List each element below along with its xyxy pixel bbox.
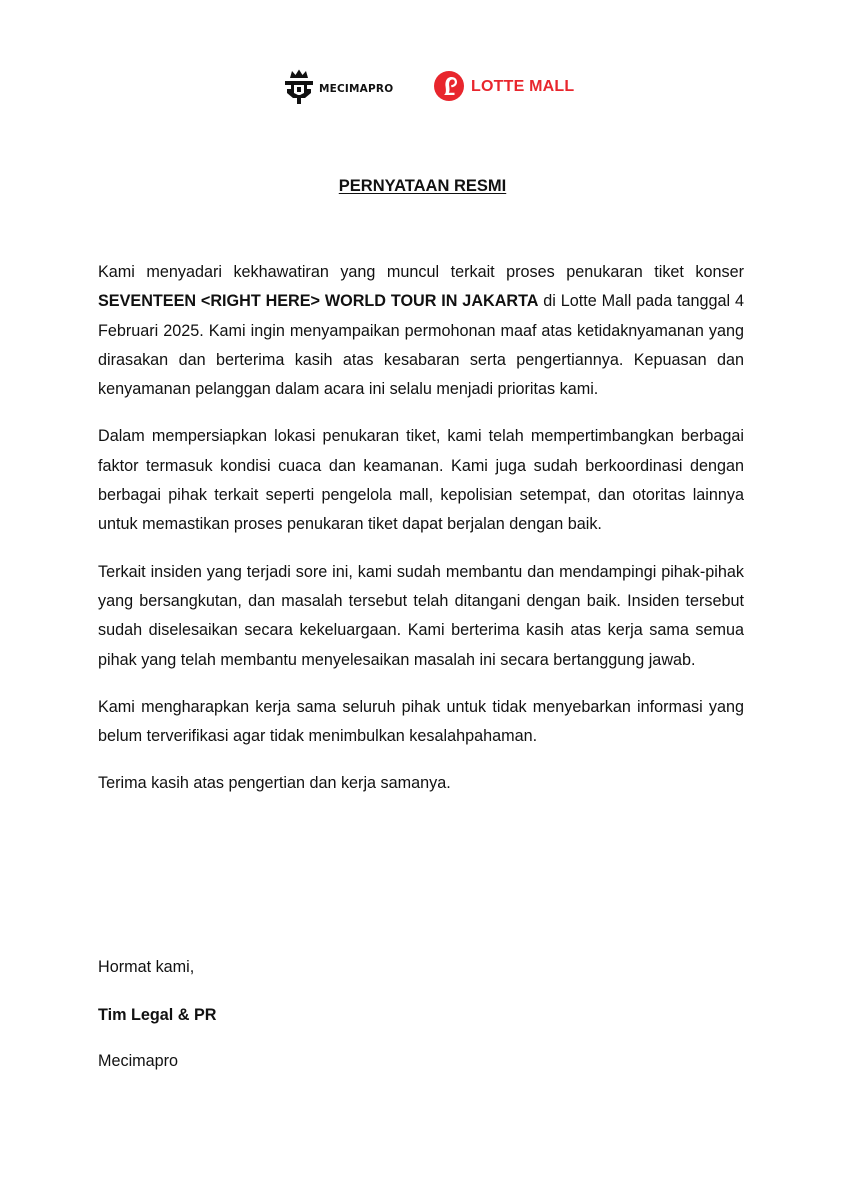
closing-salutation: Hormat kami, [98, 958, 195, 976]
concert-name: SEVENTEEN <RIGHT HERE> WORLD TOUR IN JAKARTA [98, 292, 539, 311]
paragraph-4: Kami mengharapkan kerja sama seluruh pihak untuk tidak menyebarkan informasi yang belum terverifikasi agar tidak menimbulkan kesalahpahaman. [98, 697, 744, 746]
header-logos [0, 66, 845, 106]
paragraph-1-intro: Kami menyadari kekhawatiran yang muncul terkait proses penukaran tiket konser [98, 263, 744, 281]
mecimapro-emblem-icon [281, 68, 317, 106]
lotte-mall-logo [433, 70, 583, 102]
mecimapro-wordmark: MECIMAPRO [319, 83, 394, 95]
document-title: PERNYATAAN RESMI [338, 177, 507, 195]
signatory-team: Tim Legal & PR [98, 1006, 217, 1024]
paragraph-2: Dalam mempersiapkan lokasi penukaran tiket, kami telah mempertimbangkan berbagai faktor termasuk kondisi cuaca dan keamanan. Kami juga sudah berkoordinasi dengan berbagai pihak terkait seperti pengelola mall, kepolisian setempat, dan otoritas lainnya untuk memastikan proses penukaran tiket dapat berjalan dengan baik. [98, 427, 744, 534]
statement-body [98, 258, 744, 817]
paragraph-1 [98, 258, 744, 404]
lotte-mall-wordmark: LOTTE MALL [471, 78, 575, 95]
mecimapro-logo [281, 68, 403, 106]
paragraph-5: Terima kasih atas pengertian dan kerja samanya. [98, 774, 451, 793]
signatory-company: Mecimapro [98, 1052, 179, 1070]
paragraph-3: Terkait insiden yang terjadi sore ini, kami sudah membantu dan mendampingi pihak-pihak yang bersangkutan, dan masalah tersebut telah ditangani dengan baik. Insiden tersebut sudah diselesaikan secara kekeluargaan. Kami berterima kasih atas kerja sama semua pihak yang telah membantu menyelesaikan masalah ini secara bertanggung jawab. [98, 562, 744, 669]
paragraph-1-rest: di Lotte Mall pada tanggal 4 Februari 2025. Kami ingin menyampaikan permohonan maaf atas ketidaknyamanan yang dirasakan dan berterima kasih atas kesabaran serta pengertiannya. Kepuasan dan kenyamanan pelanggan dalam acara ini selalu menjadi prioritas kami. [98, 292, 744, 399]
lotte-emblem-icon [433, 70, 465, 102]
